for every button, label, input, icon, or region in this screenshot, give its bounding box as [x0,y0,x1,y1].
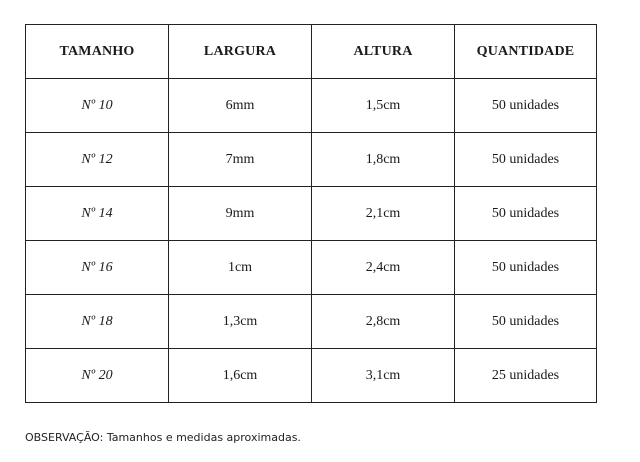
cell-size: Nº 12 [26,133,169,187]
cell-height: 2,4cm [312,241,455,295]
cell-height: 1,8cm [312,133,455,187]
header-tamanho: TAMANHO [26,25,169,79]
cell-size: Nº 18 [26,295,169,349]
cell-quantity: 50 unidades [455,241,597,295]
cell-quantity: 50 unidades [455,187,597,241]
table-row [26,79,597,133]
size-table [25,24,597,403]
cell-width: 9mm [169,187,312,241]
cell-width: 6mm [169,79,312,133]
cell-height: 2,8cm [312,295,455,349]
cell-quantity: 25 unidades [455,349,597,403]
table-row [26,349,597,403]
cell-width: 1,3cm [169,295,312,349]
header-altura: ALTURA [312,25,455,79]
cell-size: Nº 20 [26,349,169,403]
cell-width: 1cm [169,241,312,295]
table-row [26,187,597,241]
observation-note: OBSERVAÇÃO: Tamanhos e medidas aproximadas. [25,431,301,444]
header-largura: LARGURA [169,25,312,79]
header-quantidade: QUANTIDADE [455,25,597,79]
table-row [26,295,597,349]
cell-size: Nº 16 [26,241,169,295]
cell-quantity: 50 unidades [455,295,597,349]
cell-quantity: 50 unidades [455,133,597,187]
cell-width: 1,6cm [169,349,312,403]
table-header-row [26,25,597,79]
cell-width: 7mm [169,133,312,187]
cell-size: Nº 10 [26,79,169,133]
cell-quantity: 50 unidades [455,79,597,133]
cell-height: 2,1cm [312,187,455,241]
cell-height: 1,5cm [312,79,455,133]
cell-size: Nº 14 [26,187,169,241]
table-row [26,133,597,187]
cell-height: 3,1cm [312,349,455,403]
table-row [26,241,597,295]
